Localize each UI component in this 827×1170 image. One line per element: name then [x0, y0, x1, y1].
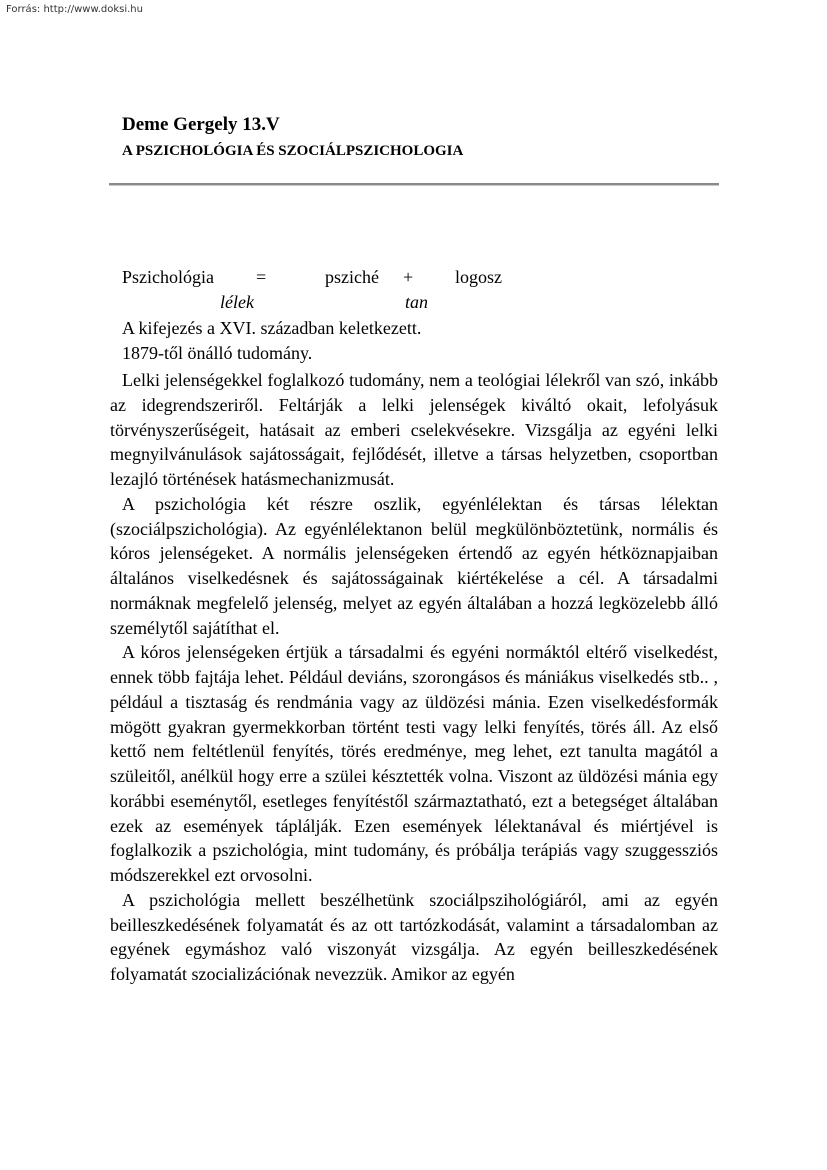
origin-line: A kifejezés a XVI. században keletkezett.: [122, 318, 422, 338]
etymology-equals: =: [256, 267, 267, 287]
paragraph: A kóros jelenségeken értjük a társadalmi és egyéni normáktól eltérő viselkedést, ennek több fajtája lehet. Például deviáns, szorongásos és mániákus viselkedés stb.. , például a tisztaság és rendmánia vagy az üldözési mánia. Ezen viselkedésformák mögött gyakran gyermekkorban történt testi vagy lelki fenyítés, törés áll. Az első kettő nem feltétlenül fenyítés, törés eredménye, meg lehet, ezt tanulta magától a szüleitől, anélkül hogy erre a szülei késztették volna. Viszont az üldözési mánia egy korábbi eseménytől, esetleges fenyítéstől származtatható, ezt a betegséget általában ezek az események táplálják. Ezen események lélektanával és miértjével is foglalkozik a pszichológia, mint tudomány, és próbálja terápiás vagy szuggessziós módszerekkel ezt orvosolni.: [110, 642, 718, 885]
paragraph: Lelki jelenségekkel foglalkozó tudomány, nem a teológiai lélekről van szó, inkább az idegrendszeriről. Feltárják a lelki jelenségek kiváltó okait, lefolyásuk törvényszerűségeit, hatásait az emberi cselekvésekre. Vizsgálja az egyéni lelki megnyilvánulások sajátosságait, fejlődését, illetve a társas helyzetben, csoportban lezajló történések hatásmechanizmusát.: [110, 370, 718, 489]
etymology-word: Pszichológia: [122, 267, 214, 287]
source-note: Forrás: http://www.doksi.hu: [6, 4, 143, 15]
paragraph: A pszichológia két részre oszlik, egyénlélektan és társas lélektan (szociálpszichológia). Az egyénlélektanon belül megkülönböztetünk, normális és kóros jelenségeket. A normális jelenségeken értendő az egyén hétköznapjaiban általános viselkedésnek és sajátosságainak kiértékelése a cél. A társadalmi normáknak megfelelő jelenség, melyet az egyén általában a hozzá legközelebb álló személytől sajátíthat el.: [110, 493, 718, 638]
paragraph: A pszichológia mellett beszélhetünk szociálpszihológiáról, ami az egyén beilleszkedésének folyamatát és az ott tartózkodását, valamint a társadalomban az egyének egymáshoz való viszonyát vizsgálja. Az egyén beilleszkedésének folyamatát szocializációnak nevezzük. Amikor az egyén: [110, 889, 718, 984]
independence-line: 1879-től önálló tudomány.: [122, 343, 313, 363]
author-name: Deme Gergely 13.V: [122, 114, 280, 135]
etymology-part2: logosz: [455, 267, 502, 287]
etymology-meaning1: lélek: [220, 292, 254, 312]
etymology-meaning2: tan: [405, 292, 429, 312]
body-text: [110, 368, 718, 987]
document-title: A PSZICHOLÓGIA ÉS SZOCIÁLPSZICHOLOGIA: [122, 143, 464, 159]
header-divider: [109, 183, 719, 186]
etymology-part1: psziché: [325, 267, 379, 287]
etymology-plus: +: [403, 267, 414, 287]
